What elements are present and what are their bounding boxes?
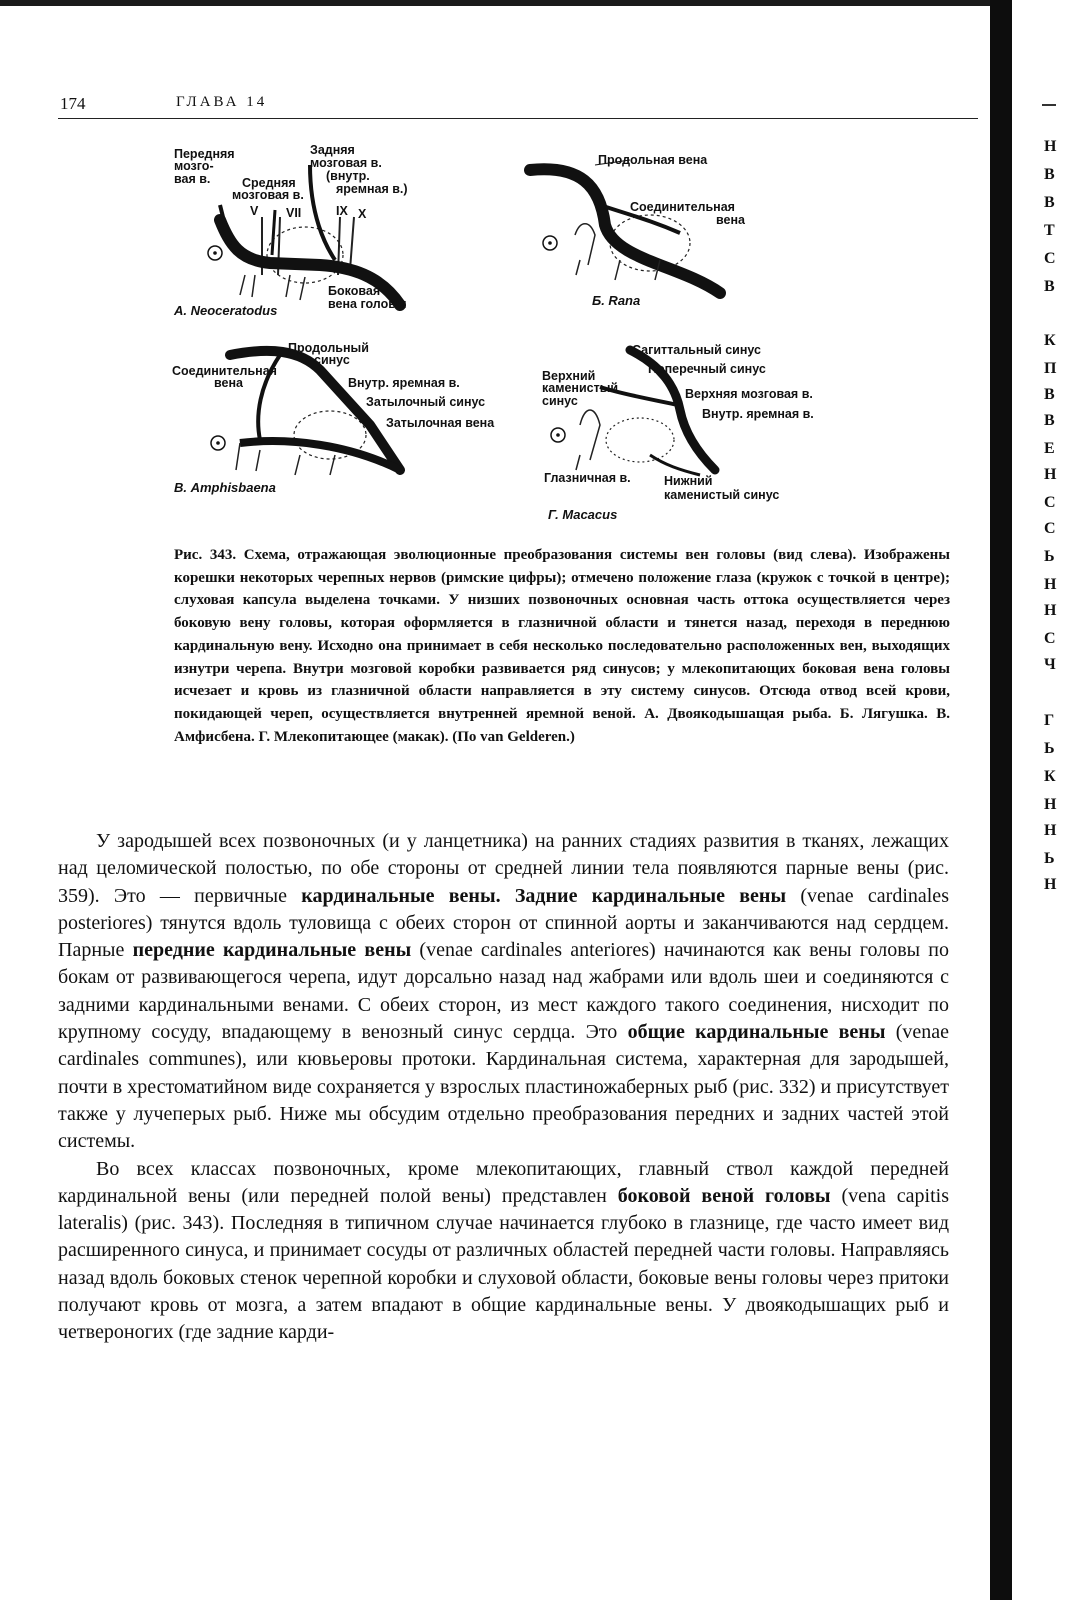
label-posterior-2: мозговая в. <box>310 156 382 170</box>
text-run: (vena capitis lateralis) (рис. 343). Последняя в типичном случае начинается глубоко в глазнице, где часто имеет вид расширенного синуса, и принимает сосуды от различных областей передней части головы. Направляясь назад вдоль боковых стенок черепной коробки и слуховой области, боковые вены головы через притоки получают кровь от мозга, а затем впадают в общие кардинальные вены. У двоякодышащих рыб и четвероногих (где задние карди- <box>58 1184 950 1344</box>
paragraph-2 <box>58 1156 949 1347</box>
margin-letter: Н <box>1044 876 1057 893</box>
panel-g-macacus <box>542 343 814 522</box>
margin-letter: Н <box>1044 822 1057 839</box>
label-posterior-3: (внутр. <box>326 169 370 183</box>
label-middle-2: мозговая в. <box>232 188 304 202</box>
label-connecting-1: Соединительная <box>630 200 735 214</box>
facing-page-margin <box>1040 0 1077 1600</box>
label-nerve-v: V <box>250 204 259 218</box>
label-middle-1: Средняя <box>242 176 296 190</box>
term-lateral-head-vein: боковой веной головы <box>617 1184 831 1207</box>
chapter-title: ГЛАВА 14 <box>176 94 268 110</box>
label-connecting-vein-2: вена <box>214 376 243 390</box>
margin-letter: В <box>1044 278 1055 295</box>
margin-letter: Н <box>1044 466 1057 483</box>
text-run: (venae cardinales posteriores) тянутся вдоль туловища с обеих сторон от спинной аорты и заканчиваются над сердцем. Парные <box>58 884 949 962</box>
label-longitudinal-vein: Продольная вена <box>598 153 708 167</box>
label-anterior-2: мозго- <box>174 159 214 173</box>
label-connecting-vein-1: Соединительная <box>172 364 277 378</box>
margin-letter: С <box>1044 494 1056 511</box>
label-longitudinal-sinus-2: синус <box>314 353 350 367</box>
caption-lead: Рис. 343. <box>174 547 237 563</box>
panel-a-title: А. Neoceratodus <box>174 303 278 318</box>
margin-letter: П <box>1044 360 1057 377</box>
text-run: (venae cardinales anteriores) начинаются как вены головы по бокам от развивающегося черепа, идут дорсально назад над жабрами или вдоль шеи и соединяются с задними кардинальными венами. С обеих сторон, из мест каждого такого соединения, нисходит по крупному сосуду, впадающему в венозный синус сердца. Это <box>58 939 949 1044</box>
margin-letter: Ь <box>1044 850 1055 867</box>
label-nerve-x: X <box>358 207 367 221</box>
vein-evolution-figure <box>160 125 860 535</box>
text-run: (venae cardinales communes), или кювьеровы протоки. Кардинальная система, характерная для зародышей, почти в хрестоматийном виде сохраняется у взрослых пластиножаберных рыб (рис. 332) и присутствует также у лучеперых рыб. Ниже мы обсудим отдельно преобразования передних и задних частей этой системы. <box>58 1021 949 1153</box>
margin-letter: С <box>1044 630 1056 647</box>
label-occipital-vein: Затылочная вена <box>386 416 495 430</box>
label-internal-jugular-g: Внутр. яремная в. <box>702 407 814 421</box>
margin-letter: К <box>1044 768 1056 785</box>
text-run <box>501 885 515 907</box>
panel-v-title: В. Amphisbaena <box>174 480 276 495</box>
label-inferior-petrosal-1: Нижний <box>664 474 713 488</box>
page-number: 174 <box>60 94 86 113</box>
margin-letter: К <box>1044 332 1056 349</box>
label-lateral-1: Боковая <box>328 284 381 298</box>
label-superior-petrosal-3: синус <box>542 394 578 408</box>
label-longitudinal-sinus-1: Продольный <box>288 341 369 355</box>
figure-caption <box>174 544 950 748</box>
label-nerve-ix: IX <box>336 204 348 218</box>
page-top-edge <box>0 0 1000 6</box>
panel-b-title: Б. Rana <box>592 293 641 308</box>
margin-letter: В <box>1044 412 1055 429</box>
margin-letter: С <box>1044 250 1056 267</box>
label-lateral-2: вена головы <box>328 297 407 311</box>
margin-letter: Ч <box>1044 656 1056 673</box>
margin-letter: Ь <box>1044 740 1055 757</box>
term-cardinal-veins: кардинальные вены. <box>301 884 501 907</box>
label-occipital-sinus: Затылочный синус <box>366 395 486 409</box>
margin-letter: Т <box>1044 222 1055 239</box>
caption-text: Схема, отражающая эволюционные преобразования системы вен головы (вид слева). Изображены корешки некоторых черепных нервов (римские цифры); отмечено положение глаза (кружок с точкой в центре); слуховая капсула выделена точками. У низших позвоночных основная часть оттока осуществляется через боковую вену головы, которая оформляется в глазничной области и тянется назад, переходя в переднюю кардинальную вену. Исходно она принимает в себя несколько последовательно расположенных вен, выходящих изнутри черепа. Внутри мозговой коробки развивается ряд синусов; у млекопитающих боковая вена головы исчезает и кровь из глазничной области направляется в эту систему синусов. Отсюда отвод всей крови, покидающей череп, осуществляется внутренней яремной веной. А. Двоякодышащая рыба. Б. Лягушка. В. Амфисбена. Г. Млекопитающее (макак). (По van Gelderen.) <box>174 547 951 745</box>
margin-letter: Н <box>1044 602 1057 619</box>
panel-b-rana <box>530 153 746 308</box>
label-inferior-petrosal-2: каменистый синус <box>664 488 780 502</box>
label-superior-petrosal-1: Верхний <box>542 369 596 383</box>
term-common-cardinal: общие кардинальные вены <box>627 1021 886 1044</box>
label-anterior-1: Передняя <box>174 147 235 161</box>
label-nerve-vii: VII <box>286 206 302 220</box>
margin-letter: В <box>1044 194 1055 211</box>
margin-letter: В <box>1044 386 1055 403</box>
margin-letter: Н <box>1044 576 1057 593</box>
label-superior-cerebral: Верхняя мозговая в. <box>685 387 813 401</box>
label-transverse-sinus: Поперечный синус <box>648 362 766 376</box>
margin-letter: Н <box>1044 138 1057 155</box>
margin-letter: Г <box>1044 712 1055 729</box>
header-rule <box>58 118 978 119</box>
margin-letter: С <box>1044 520 1056 537</box>
text-run: У зародышей всех позвоночных (и у ланцетника) на ранних стадиях развития в тканях, лежащих над целомической полостью, по обе стороны от средней линии тела появляются парные вены (рис. 359). Это — первичные <box>58 830 949 907</box>
label-orbital-vein: Глазничная в. <box>544 471 631 485</box>
label-superior-petrosal-2: каменистый <box>542 381 619 395</box>
label-posterior-4: яремная в.) <box>336 182 408 196</box>
label-connecting-2: вена <box>716 213 745 227</box>
panel-a-neoceratodus <box>173 143 408 318</box>
margin-letter: Е <box>1044 440 1055 457</box>
main-text <box>58 828 949 1347</box>
label-posterior-1: Задняя <box>310 143 355 157</box>
label-sagittal-sinus: Сагиттальный синус <box>632 343 762 357</box>
margin-letter: Ь <box>1044 548 1055 565</box>
label-internal-jugular: Внутр. яремная в. <box>348 376 460 390</box>
panel-v-amphisbaena <box>172 341 495 495</box>
margin-letter: Н <box>1044 796 1057 813</box>
book-binding-shadow <box>990 0 1012 1600</box>
term-anterior-cardinal: передние кардинальные вены <box>132 939 412 962</box>
panel-g-title: Г. Macacus <box>548 507 618 522</box>
text-run: Во всех классах позвоночных, кроме млекопитающих, главный ствол каждой передней кардинальной вены (или передней полой вены) представлен <box>58 1157 949 1207</box>
term-posterior-cardinal: Задние кардинальные вены <box>514 884 787 907</box>
label-anterior-3: вая в. <box>174 172 211 186</box>
paragraph-1 <box>58 828 949 1156</box>
margin-letter: В <box>1044 166 1055 183</box>
